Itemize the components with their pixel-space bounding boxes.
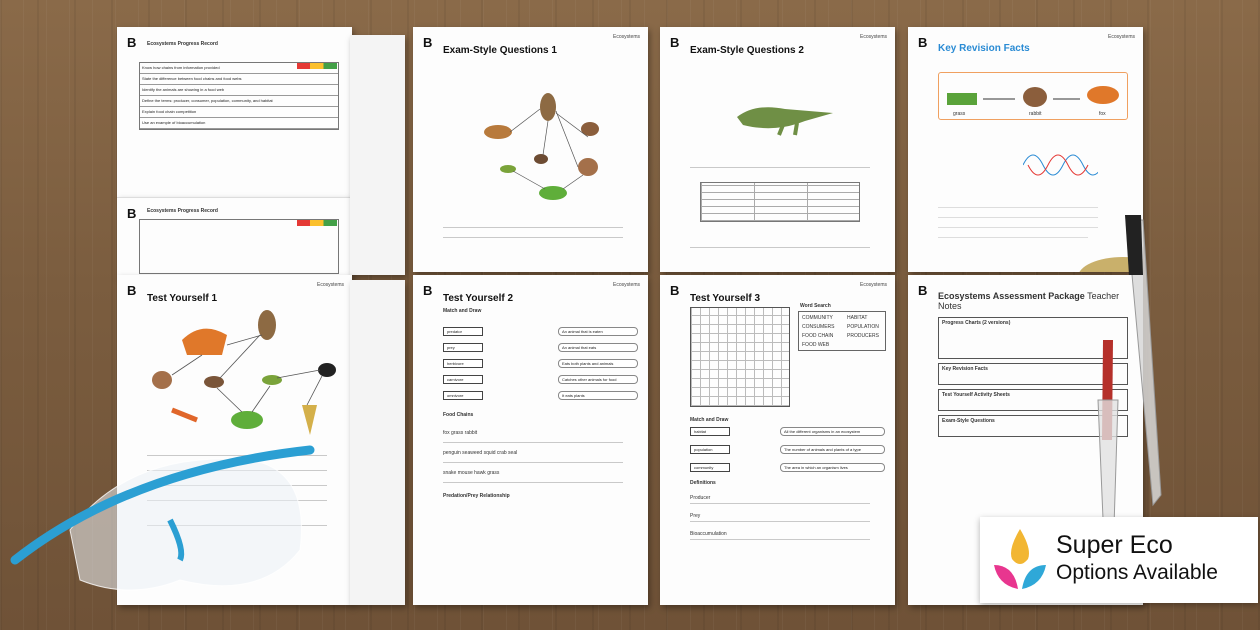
match-left-item[interactable]: predator (443, 327, 483, 336)
sheet-title: Test Yourself 1 (147, 293, 218, 304)
brand-logo-icon: B (670, 283, 680, 298)
brand-logo-icon: B (918, 35, 928, 50)
answer-line (690, 503, 870, 504)
sheet-title: Exam-Style Questions 2 (690, 45, 804, 56)
brand-logo-icon: B (918, 283, 928, 298)
sheet-title: Test Yourself 2 (443, 293, 514, 304)
badge-line-2: Options Available (1056, 561, 1218, 584)
traffic-light-header (297, 63, 337, 69)
word-search-heading: Word Search (800, 303, 831, 309)
chain-label-grass: grass (953, 111, 966, 117)
progress-table-2 (139, 219, 339, 274)
word-list (798, 311, 886, 351)
exam-q2-sheet (660, 27, 895, 272)
progress-title: Ecosystems Progress Record (147, 41, 218, 47)
notes-section-heading: Exam-Style Questions (942, 418, 995, 424)
match-left-item[interactable]: omnivore (443, 391, 483, 400)
word-item: FOOD WEB (802, 342, 830, 348)
food-web-illustration (478, 87, 603, 207)
brand-logo-icon: B (670, 35, 680, 50)
food-chain-words: fox grass rabbit (443, 430, 478, 436)
match-right-item[interactable]: Eats both plants and animals (558, 359, 638, 368)
word-item: HABITAT (847, 315, 868, 321)
match-heading: Match and Draw (690, 417, 729, 423)
table-row: Explain food chain competition (140, 107, 338, 118)
answer-line (443, 462, 623, 463)
word-item: POPULATION (847, 324, 879, 330)
table-row: Know how chains from information provided (140, 63, 338, 74)
match-right-item[interactable]: An animal that is eaten (558, 327, 638, 336)
sheet-header: Ecosystems (1108, 34, 1135, 40)
definition-term: Producer (690, 495, 711, 501)
match-right-item[interactable]: The area in which an organism lives (780, 463, 885, 472)
food-chain-box (938, 72, 1128, 120)
food-chains-heading: Food Chains (443, 412, 474, 418)
word-item: FOOD CHAIN (802, 333, 834, 339)
progress-record-back (350, 35, 405, 275)
match-left-item[interactable]: population (690, 445, 730, 454)
chain-label-fox: fox (1099, 111, 1106, 117)
answer-line (443, 442, 623, 443)
sheet-title (938, 291, 1143, 311)
answer-line (690, 539, 870, 540)
answer-line (690, 167, 870, 168)
safety-glasses-illustration (10, 410, 330, 610)
sheet-title: Key Revision Facts (938, 43, 1030, 54)
food-chain-illustration (945, 79, 1123, 109)
match-right-item[interactable]: The number of animals and plants of a type (780, 445, 885, 454)
predator-prey-graph (1023, 145, 1098, 185)
match-left-item[interactable]: prey (443, 343, 483, 352)
sheet-title: Test Yourself 3 (690, 293, 761, 304)
crocodile-illustration (735, 95, 835, 139)
fact-line (938, 227, 1098, 228)
table-row: State the difference between food chains and food webs (140, 74, 338, 85)
brand-logo-icon: B (423, 283, 433, 298)
progress-record-sheet (117, 27, 352, 197)
answer-line (443, 227, 623, 228)
answer-line (690, 521, 870, 522)
table-row: Use an example of bioaccumulation (140, 118, 338, 129)
table-row: Identify the animals are showing in a food web (140, 85, 338, 96)
brand-logo-icon: B (127, 283, 137, 298)
word-item: PRODUCERS (847, 333, 879, 339)
super-eco-badge (980, 517, 1258, 603)
brand-logo-icon: B (127, 206, 137, 221)
brand-logo-icon: B (423, 35, 433, 50)
match-heading: Match and Draw (443, 308, 482, 314)
sheet-header: Ecosystems (613, 282, 640, 288)
word-search-grid[interactable] (690, 307, 790, 407)
sheet-header: Ecosystems (613, 34, 640, 40)
test-yourself-1-back (350, 280, 405, 605)
answer-line (443, 482, 623, 483)
food-chain-words: snake mouse hawk grass (443, 470, 500, 476)
brand-logo-icon: B (127, 35, 137, 50)
progress-table (139, 62, 339, 130)
key-revision-facts-sheet (908, 27, 1143, 272)
test-yourself-2-sheet (413, 275, 648, 605)
teacher-notes-subtitle: Teacher Notes (938, 291, 1120, 311)
fact-line (938, 217, 1098, 218)
answer-line (443, 237, 623, 238)
progress-title-2: Ecosystems Progress Record (147, 208, 218, 214)
match-left-item[interactable]: habitat (690, 427, 730, 436)
sheet-title: Exam-Style Questions 1 (443, 45, 557, 56)
eco-drop-leaf-icon (992, 527, 1048, 593)
match-left-item[interactable]: carnivore (443, 375, 483, 384)
match-right-item[interactable]: It eats plants (558, 391, 638, 400)
teacher-notes-title: Ecosystems Assessment Package (938, 291, 1085, 301)
definition-term: Bioaccumulation (690, 531, 727, 537)
temperature-table (700, 182, 860, 222)
fact-line (938, 207, 1098, 208)
match-right-item[interactable]: An animal that eats (558, 343, 638, 352)
match-right-item[interactable]: Catches other animals for food (558, 375, 638, 384)
badge-line-1: Super Eco (1056, 531, 1173, 559)
sheet-header: Ecosystems (860, 34, 887, 40)
definition-term: Prey (690, 513, 701, 519)
word-item: CONSUMERS (802, 324, 835, 330)
sheet-header: Ecosystems (317, 282, 344, 288)
sheet-header: Ecosystems (860, 282, 887, 288)
table-row: Define the terms: producer, consumer, population, community, and habitat (140, 96, 338, 107)
exam-q1-sheet (413, 27, 648, 272)
predation-heading: Predation/Prey Relationship (443, 493, 510, 499)
notes-section-heading: Key Revision Facts (942, 366, 988, 372)
word-item: COMMUNITY (802, 315, 833, 321)
fact-line (938, 237, 1088, 238)
match-right-item[interactable]: All the different organisms in an ecosystem (780, 427, 885, 436)
notes-section-heading: Test Yourself Activity Sheets (942, 392, 1010, 398)
match-left-item[interactable]: community (690, 463, 730, 472)
test-yourself-3-sheet (660, 275, 895, 605)
chain-label-rabbit: rabbit (1029, 111, 1042, 117)
answer-line (690, 247, 870, 248)
progress-record-sheet-2 (117, 197, 352, 277)
definitions-heading: Definitions (690, 480, 716, 486)
match-left-item[interactable]: herbivore (443, 359, 483, 368)
notes-section-heading: Progress Charts (2 versions) (942, 320, 1011, 326)
food-chain-words: penguin seaweed squid crab seal (443, 450, 518, 456)
